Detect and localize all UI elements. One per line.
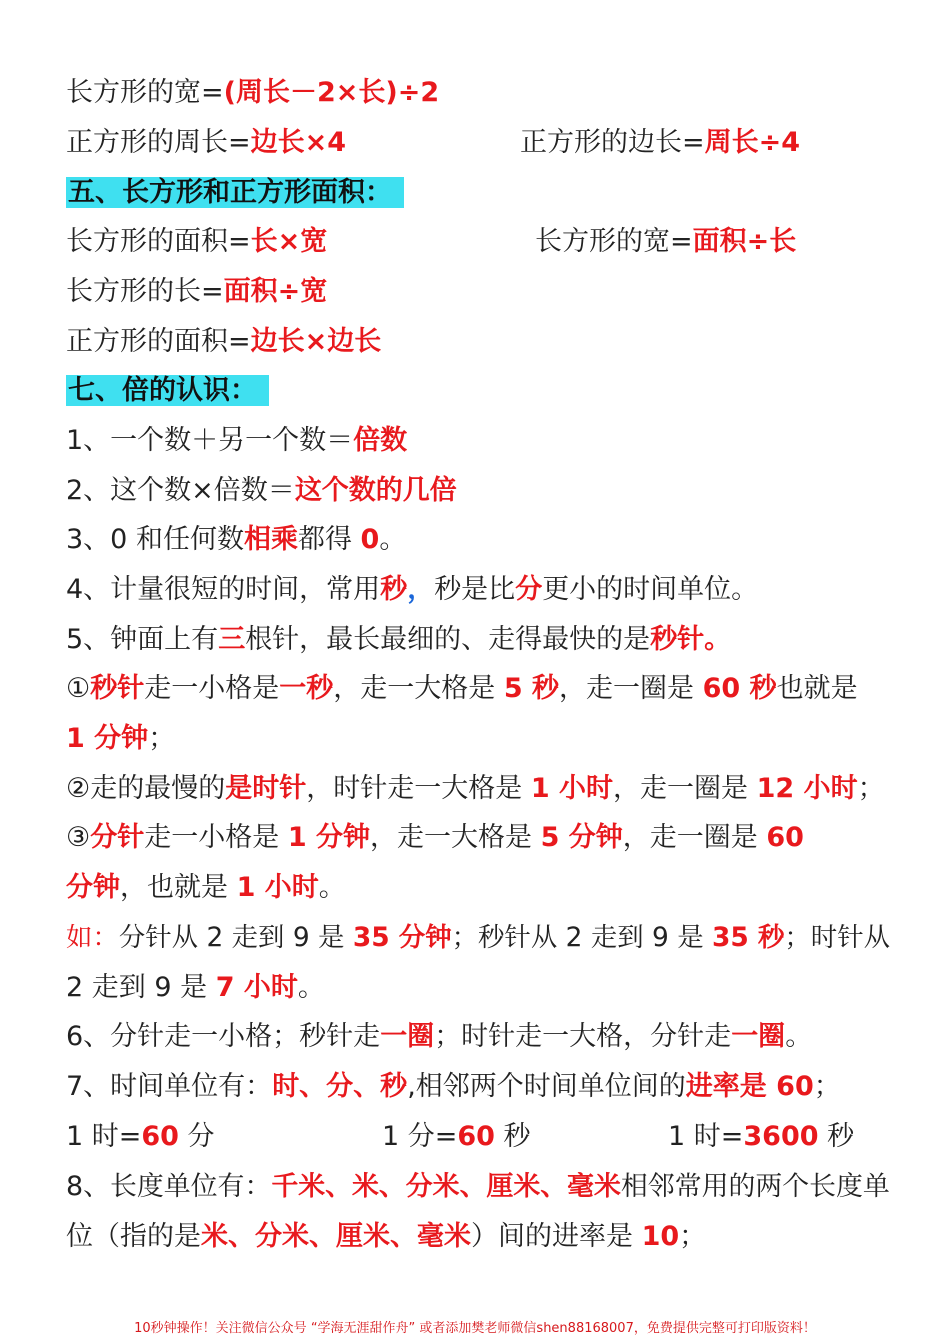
list-item: 5、钟面上有三根针，最长最细的、走得最快的是秒针。 xyxy=(66,624,732,655)
text-line: 长方形的面积=长×宽 xyxy=(66,226,328,257)
list-item: 8、长度单位有：千米、米、分米、厘米、毫米相邻常用的两个长度单 xyxy=(66,1171,890,1202)
list-item: 2、这个数×倍数＝这个数的几倍 xyxy=(66,475,457,506)
conversion-line: 1 时=60 分 xyxy=(66,1121,215,1152)
text-line: 正方形的边长=周长÷4 xyxy=(520,127,801,158)
list-item: 6、分针走一小格；秒针走一圈；时针走一大格，分针走一圈。 xyxy=(66,1021,813,1052)
text-line: 正方形的面积=边长×边长 xyxy=(66,326,382,357)
text-line: 长方形的长=面积÷宽 xyxy=(66,276,328,307)
list-item: 7、时间单位有：时、分、秒,相邻两个时间单位间的进率是 60； xyxy=(66,1071,841,1102)
text-line: 长方形的宽=面积÷长 xyxy=(535,226,797,257)
text-line: 分钟，也就是 1 小时。 xyxy=(66,872,346,903)
text-line: 长方形的宽=(周长－2×长)÷2 xyxy=(66,77,440,108)
list-item: 4、计量很短的时间，常用秒，秒是比分更小的时间单位。 xyxy=(66,574,759,605)
text-line: 正方形的周长=边长×4 xyxy=(66,127,347,158)
conversion-line: 1 时=3600 秒 xyxy=(668,1121,855,1152)
section-heading: 七、倍的认识： xyxy=(66,371,269,411)
list-item: ②走的最慢的是时针，时针走一大格是 1 小时，走一圈是 12 小时； xyxy=(66,773,885,804)
text-line: 1 分钟； xyxy=(66,723,176,754)
example-line: 如：分针从 2 走到 9 是 35 分钟；秒针从 2 走到 9 是 35 秒；时针从 xyxy=(66,922,891,953)
text-line: 2 走到 9 是 7 小时。 xyxy=(66,972,325,1003)
list-item: ①秒针走一小格是一秒，走一大格是 5 秒，走一圈是 60 秒也就是 xyxy=(66,673,858,704)
section-heading: 五、长方形和正方形面积： xyxy=(66,173,404,213)
text-line: 位（指的是米、分米、厘米、毫米）间的进率是 10； xyxy=(66,1221,707,1252)
list-item: ③分针走一小格是 1 分钟，走一大格是 5 分钟，走一圈是 60 xyxy=(66,822,804,853)
list-item: 1、一个数＋另一个数＝倍数 xyxy=(66,425,408,456)
footer-promo-text: 10秒钟操作！关注微信公众号 “学海无涯甜作舟” 或者添加樊老师微信shen88168007，免费提供完整可打印版资料！ xyxy=(134,1321,816,1336)
list-item: 3、0 和任何数相乘都得 0。 xyxy=(66,524,407,555)
conversion-line: 1 分=60 秒 xyxy=(382,1121,531,1152)
